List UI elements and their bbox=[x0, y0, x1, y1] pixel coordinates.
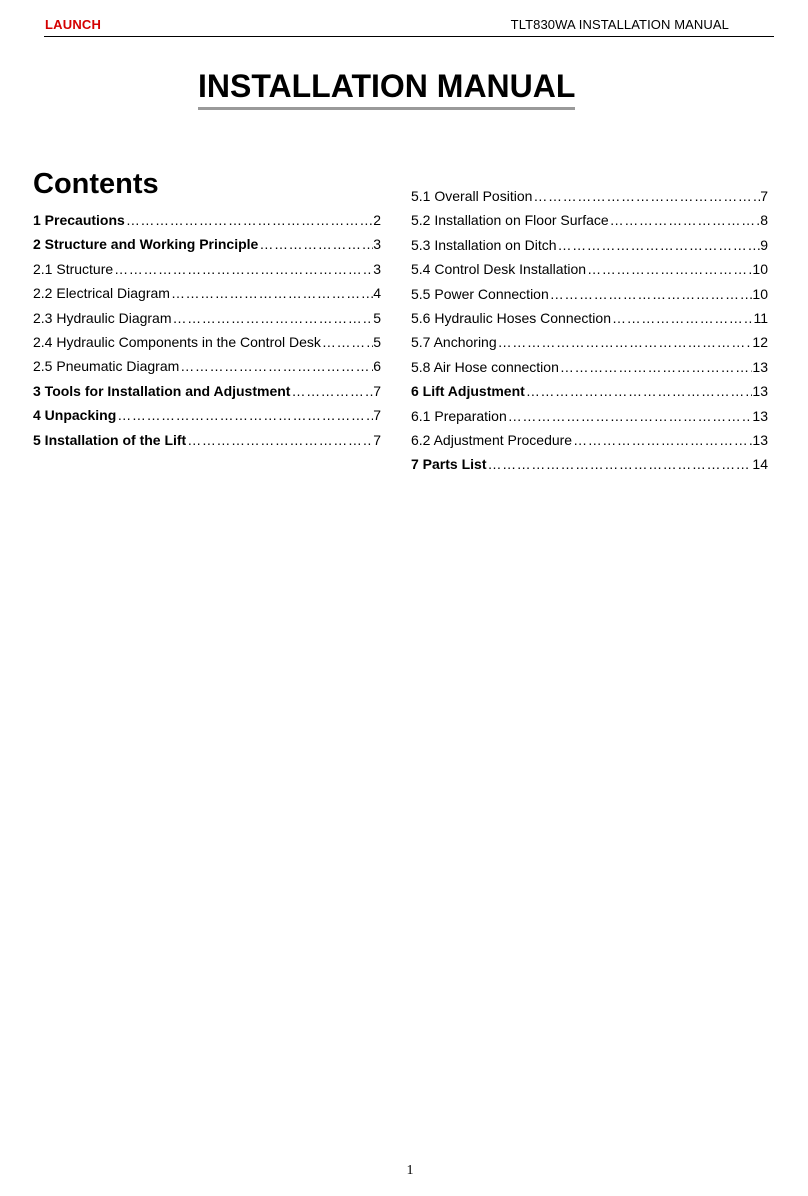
toc-entry-page: 6 bbox=[373, 358, 381, 375]
toc-leader-dots bbox=[290, 379, 373, 403]
toc-entry-page: 13 bbox=[752, 431, 768, 448]
toc-entry[interactable] bbox=[411, 282, 768, 306]
toc-entry-label: 4 Unpacking bbox=[33, 407, 117, 424]
toc-entry[interactable] bbox=[411, 355, 768, 379]
toc-leader-dots bbox=[507, 404, 753, 428]
toc-entry[interactable] bbox=[411, 330, 768, 354]
brand-logo-text: LAUNCH bbox=[45, 17, 102, 32]
toc-entry-page: 10 bbox=[752, 285, 768, 302]
toc-entry-label: 5 Installation of the Lift bbox=[33, 431, 187, 448]
toc-entry[interactable] bbox=[33, 428, 381, 452]
toc-entry[interactable] bbox=[33, 257, 381, 281]
contents-heading: Contents bbox=[33, 168, 159, 200]
toc-leader-dots bbox=[186, 428, 373, 452]
page-header bbox=[44, 16, 774, 37]
toc-entry-page: 7 bbox=[373, 382, 381, 399]
toc-entry-label: 5.4 Control Desk Installation bbox=[411, 261, 587, 278]
toc-entry[interactable] bbox=[411, 428, 768, 452]
toc-entry-label: 6.2 Adjustment Procedure bbox=[411, 431, 573, 448]
toc-entry-label: 2.1 Structure bbox=[33, 260, 114, 277]
toc-entry-label: 2.2 Electrical Diagram bbox=[33, 285, 170, 302]
toc-leader-dots bbox=[125, 208, 373, 232]
page-number: 1 bbox=[406, 1163, 414, 1178]
document-title: INSTALLATION MANUAL bbox=[198, 66, 575, 110]
toc-entry-label: 1 Precautions bbox=[33, 212, 125, 228]
toc-leader-dots bbox=[609, 208, 761, 232]
toc-leader-dots bbox=[321, 330, 373, 354]
toc-entry[interactable] bbox=[411, 404, 768, 428]
toc-entry-label: 5.7 Anchoring bbox=[411, 334, 497, 351]
toc-entry-page: 13 bbox=[752, 383, 768, 400]
toc-entry[interactable] bbox=[411, 257, 768, 281]
toc-entry[interactable] bbox=[33, 306, 381, 330]
toc-entry-label: 3 Tools for Installation and Adjustment bbox=[33, 382, 291, 399]
toc-entry-label: 5.3 Installation on Ditch bbox=[411, 236, 557, 253]
toc-entry-page: 10 bbox=[752, 261, 768, 278]
toc-leader-dots bbox=[532, 184, 760, 208]
toc-leader-dots bbox=[497, 330, 753, 354]
toc-leader-dots bbox=[170, 281, 373, 305]
toc-leader-dots bbox=[559, 355, 753, 379]
toc-entry-page: 5 bbox=[373, 309, 381, 326]
toc-leader-dots bbox=[113, 257, 373, 281]
toc-entry-page: 13 bbox=[752, 407, 768, 424]
toc-entry-label: 2 Structure and Working Principle bbox=[33, 236, 259, 253]
toc-leader-dots bbox=[611, 306, 753, 330]
toc-leader-dots bbox=[586, 257, 752, 281]
toc-entry[interactable] bbox=[411, 233, 768, 257]
toc-entry-page: 14 bbox=[752, 456, 768, 473]
toc-entry-label: 5.6 Hydraulic Hoses Connection bbox=[411, 309, 611, 326]
toc-entry-page: 12 bbox=[752, 334, 768, 351]
toc-entry-page: 7 bbox=[373, 407, 381, 424]
toc-leader-dots bbox=[172, 306, 374, 330]
toc-entry-page: 5 bbox=[373, 333, 381, 350]
toc-entry-label: 6 Lift Adjustment bbox=[411, 383, 525, 400]
toc-entry-label: 2.3 Hydraulic Diagram bbox=[33, 309, 172, 326]
toc-entry-page: 7 bbox=[373, 431, 381, 448]
toc-leader-dots bbox=[572, 428, 752, 452]
toc-entry-page: 4 bbox=[373, 285, 381, 302]
toc-entry[interactable] bbox=[33, 330, 381, 354]
toc-entry-page: 2 bbox=[373, 212, 381, 228]
toc-leader-dots bbox=[258, 232, 373, 256]
toc-right-column bbox=[411, 184, 768, 477]
toc-entry[interactable] bbox=[411, 379, 768, 403]
toc-entry[interactable] bbox=[33, 281, 381, 305]
toc-entry[interactable] bbox=[411, 184, 768, 208]
toc-entry-label: 5.2 Installation on Floor Surface bbox=[411, 212, 609, 229]
toc-entry-page: 13 bbox=[752, 358, 768, 375]
toc-entry-label: 2.5 Pneumatic Diagram bbox=[33, 358, 180, 375]
toc-leader-dots bbox=[116, 403, 373, 427]
toc-entry-page: 9 bbox=[760, 236, 768, 253]
toc-entry[interactable] bbox=[33, 232, 381, 256]
toc-entry-page: 3 bbox=[373, 236, 381, 253]
toc-left-column bbox=[33, 208, 381, 452]
toc-entry[interactable] bbox=[33, 403, 381, 427]
toc-entry[interactable] bbox=[411, 208, 768, 232]
toc-entry-label: 5.8 Air Hose connection bbox=[411, 358, 559, 375]
toc-entry[interactable] bbox=[33, 354, 381, 378]
toc-leader-dots bbox=[486, 452, 752, 476]
toc-entry-label: 5.5 Power Connection bbox=[411, 285, 549, 302]
toc-entry[interactable] bbox=[411, 452, 768, 476]
toc-entry-label: 6.1 Preparation bbox=[411, 407, 507, 424]
toc-leader-dots bbox=[179, 354, 373, 378]
toc-entry[interactable] bbox=[33, 208, 381, 232]
toc-leader-dots bbox=[525, 379, 753, 403]
toc-entry-page: 7 bbox=[760, 188, 768, 204]
toc-entry-label: 7 Parts List bbox=[411, 456, 487, 473]
toc-entry-page: 8 bbox=[760, 212, 768, 229]
toc-leader-dots bbox=[557, 233, 761, 257]
toc-entry-label: 2.4 Hydraulic Components in the Control Desk bbox=[33, 333, 321, 350]
toc-entry[interactable] bbox=[411, 306, 768, 330]
toc-entry-page: 11 bbox=[753, 309, 768, 326]
toc-entry[interactable] bbox=[33, 379, 381, 403]
toc-leader-dots bbox=[549, 282, 753, 306]
toc-entry-page: 3 bbox=[373, 260, 381, 277]
running-title: TLT830WA INSTALLATION MANUAL bbox=[510, 17, 729, 32]
toc-entry-label: 5.1 Overall Position bbox=[411, 188, 533, 204]
